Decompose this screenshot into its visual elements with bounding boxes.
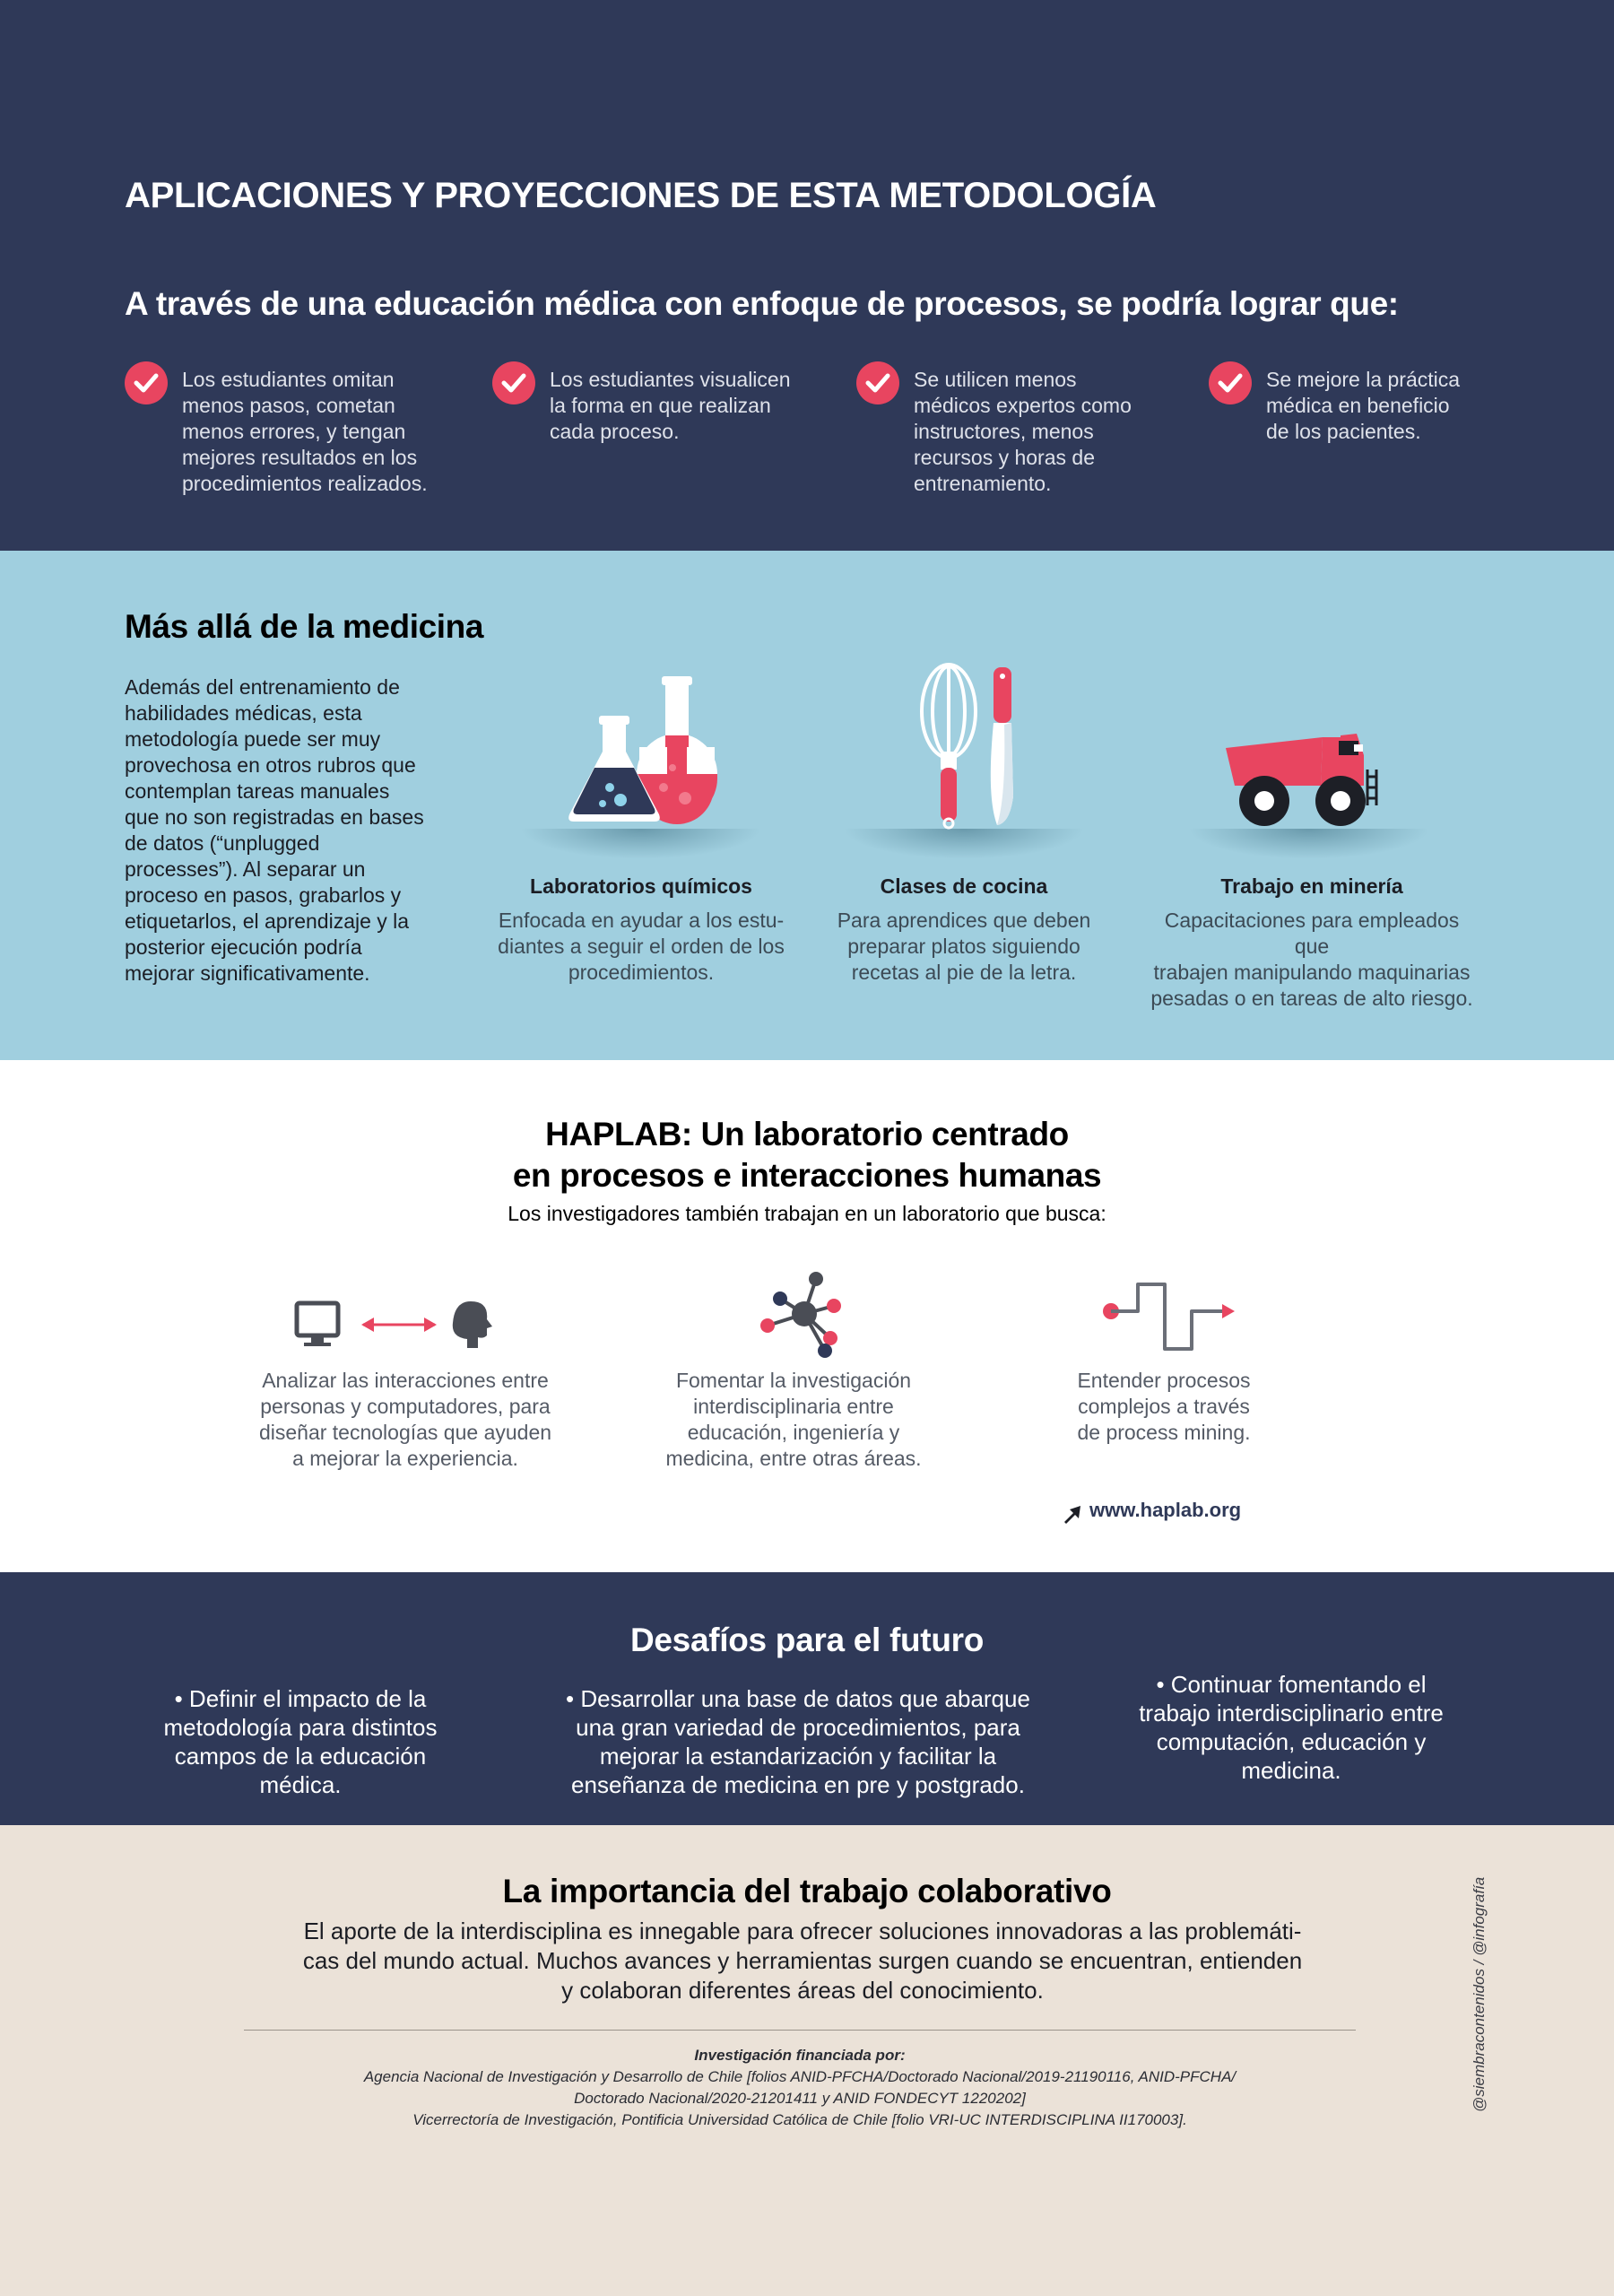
molecule-network-icon <box>755 1265 854 1368</box>
use-title: Laboratorios químicos <box>530 874 752 898</box>
beyond-body: Además del entrenamiento de habilidades médicas, esta metodología puede ser muy provechosa en otros rubros que contemplan tareas manuales que no son registradas en bases de datos (“unplugged processes”). Al separar un proceso en pasos, grabarlos y etiquetarlos, el aprendizaje y la posterior ejecución podría mejorar significativamente. <box>125 675 424 985</box>
computer-human-icon <box>291 1296 498 1354</box>
divider <box>244 2030 1356 2031</box>
mining-truck-icon <box>1188 662 1430 859</box>
flasks-icon <box>520 662 762 859</box>
use-description: Capacitaciones para empleados que trabajen manipulando maquinarias pesadas o en tareas de alto riesgo. <box>1150 909 1473 1010</box>
beyond-title: Más allá de la medicina <box>125 608 484 645</box>
cursor-arrow-icon <box>1063 1504 1082 1529</box>
goal-text: Entender procesos complejos a través de process mining. <box>1077 1369 1251 1444</box>
credit-text: @siembracontenidos / @infografía <box>1471 1876 1488 2112</box>
check-icon <box>856 361 899 404</box>
collab-body: El aporte de la interdisciplina es innegable para ofrecer soluciones innovadoras a las problemáti- cas del mundo actual. Muchos avances y herramientas surgen cuando se encuentran, entienden y colaboran diferentes áreas del conocimiento. <box>302 1918 1303 2004</box>
funding-text: Agencia Nacional de Investigación y Desarrollo de Chile [folios ANID-PFCHA/Doctorado Nacional/2019-21190116, ANID-PFCHA/ Doctorado Nacional/2020-21201411 y ANID FONDECYT 1220202] Vicerrectoría de Investigación, Pontificia Universidad Católica de Chile [folio VRI-UC INTERDISCIPLINA II170003]. <box>363 2068 1237 2128</box>
challenge-item: • Continuar fomentando el trabajo interdisciplinario entre computación, educación y medicina. <box>1139 1671 1444 1784</box>
whisk-knife-icon <box>843 662 1085 859</box>
funding-heading: Investigación financiada por: <box>694 2047 906 2064</box>
use-title: Clases de cocina <box>880 874 1048 898</box>
applications-subtitle: A través de una educación médica con enfoque de procesos, se podría lograr que: <box>125 285 1399 322</box>
check-icon <box>492 361 535 404</box>
challenge-item: • Definir el impacto de la metodología para distintos campos de la educación médica. <box>163 1685 438 1798</box>
benefit-item <box>492 361 797 445</box>
benefit-text: Los estudiantes visualicen la forma en que realizan cada proceso. <box>550 368 791 443</box>
process-path-icon <box>1098 1274 1242 1368</box>
goal-text: Fomentar la investigación interdisciplinaria entre educación, ingeniería y medicina, entre otras áreas. <box>665 1369 922 1470</box>
applications-section <box>0 0 1614 551</box>
haplab-subtitle: Los investigadores también trabajan en un laboratorio que busca: <box>508 1202 1106 1225</box>
check-icon <box>125 361 168 404</box>
collab-title: La importancia del trabajo colaborativo <box>502 1873 1112 1909</box>
haplab-title: HAPLAB: Un laboratorio centrado en procesos e interacciones humanas <box>512 1116 1102 1194</box>
goal-text: Analizar las interacciones entre personas y computadores, para diseñar tecnologías que ayuden a mejorar la experiencia. <box>258 1369 552 1470</box>
use-description: Enfocada en ayudar a los estu- diantes a seguir el orden de los procedimientos. <box>498 909 785 984</box>
applications-title: APLICACIONES Y PROYECCIONES DE ESTA METODOLOGÍA <box>125 176 1157 215</box>
benefit-text: Se mejore la práctica médica en beneficio de los pacientes. <box>1266 368 1461 443</box>
benefit-text: Los estudiantes omitan menos pasos, cometan menos errores, y tengan mejores resultados en los procedimientos realizados. <box>182 368 428 495</box>
benefit-text: Se utilicen menos médicos expertos como instructores, menos recursos y horas de entrenamiento. <box>914 368 1132 495</box>
benefit-item <box>125 361 430 497</box>
benefit-item <box>856 361 1161 497</box>
haplab-url[interactable]: www.haplab.org <box>1089 1499 1242 1521</box>
use-description: Para aprendices que deben preparar platos siguiendo recetas al pie de la letra. <box>837 909 1091 984</box>
use-title: Trabajo en minería <box>1220 874 1403 898</box>
challenges-title: Desafíos para el futuro <box>629 1622 985 1658</box>
benefit-item <box>1209 361 1514 445</box>
check-icon <box>1209 361 1252 404</box>
haplab-link[interactable] <box>1063 1492 1241 1529</box>
challenge-item: • Desarrollar una base de datos que abarque una gran variedad de procedimientos, para mejorar la estandarización y facilitar la enseñanza de medicina en pre y postgrado. <box>566 1685 1030 1798</box>
